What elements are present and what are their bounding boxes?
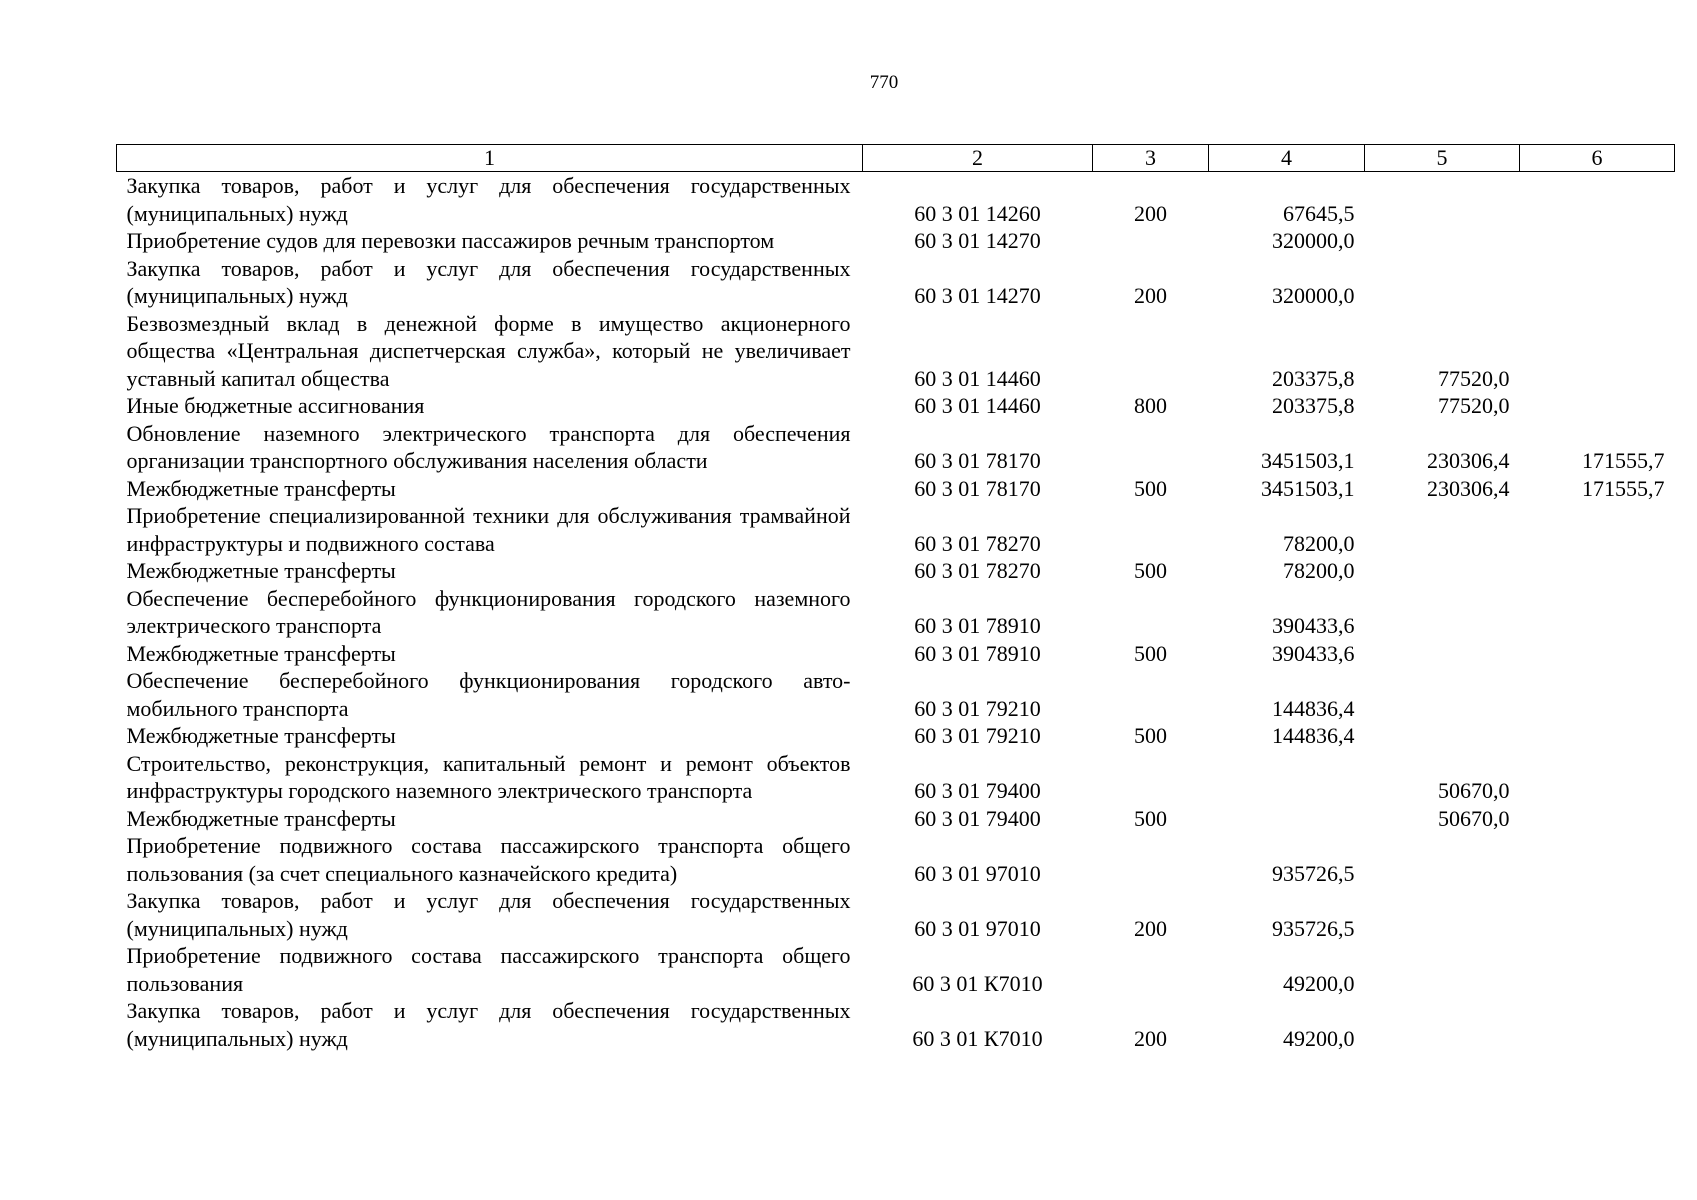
row-code: 60 3 01 14270 <box>914 228 1041 253</box>
row-code: 60 3 01 79210 <box>914 695 1041 721</box>
row-expense-type: 500 <box>1134 723 1167 748</box>
table-row <box>117 942 1675 997</box>
row-name: Обеспечение бесперебойного функционирования городского автомобильного транспорта <box>126 668 851 721</box>
row-name: Обеспечение бесперебойного функционирования городского наземного электрического транспорта <box>126 585 851 638</box>
row-expense-type <box>1093 502 1209 557</box>
row-value-col5 <box>1365 887 1520 942</box>
row-expense-type <box>1093 942 1209 997</box>
row-value-col6 <box>1520 805 1675 833</box>
table-row <box>117 255 1675 310</box>
row-code: 60 3 01 78170 <box>914 448 1041 473</box>
column-header-1: 1 <box>117 145 863 172</box>
row-value-col4: 320000,0 <box>1272 228 1355 253</box>
row-value-col4: 78200,0 <box>1283 558 1355 583</box>
row-value-col4: 390433,6 <box>1272 613 1355 638</box>
row-name: Закупка товаров, работ и услуг для обеспечения государственных (муниципальных) нужд <box>126 888 851 941</box>
table-header <box>117 145 1675 172</box>
row-name: Приобретение судов для перевозки пассажиров речным транспортом <box>126 228 775 253</box>
row-value-col6 <box>1520 557 1675 585</box>
row-value-col4 <box>1209 750 1365 805</box>
row-expense-type <box>1093 310 1209 393</box>
table-row <box>117 997 1675 1052</box>
row-code: 60 3 01 97010 <box>914 915 1041 941</box>
row-expense-type <box>1093 667 1209 722</box>
row-value-col5 <box>1365 722 1520 750</box>
row-value-col4: 3451503,1 <box>1261 448 1355 473</box>
row-code: 60 3 01 78910 <box>914 640 1041 666</box>
table-row <box>117 832 1675 887</box>
row-name: Межбюджетные трансферты <box>126 640 396 666</box>
row-expense-type <box>1093 420 1209 475</box>
table-row <box>117 420 1675 475</box>
row-value-col4: 78200,0 <box>1283 530 1355 556</box>
row-code: 60 3 01 79400 <box>914 805 1041 831</box>
row-value-col4: 390433,6 <box>1272 640 1355 666</box>
row-value-col4: 935726,5 <box>1272 915 1355 941</box>
column-header-3: 3 <box>1093 145 1209 172</box>
row-code: 60 3 01 78270 <box>914 530 1041 556</box>
row-value-col6: 171555,7 <box>1582 448 1665 473</box>
column-header-5: 5 <box>1365 145 1520 172</box>
table-row <box>117 750 1675 805</box>
row-value-col6 <box>1520 640 1675 668</box>
row-expense-type: 800 <box>1134 393 1167 418</box>
row-value-col5: 230306,4 <box>1427 448 1510 473</box>
table-row <box>117 502 1675 557</box>
page-number: 770 <box>869 72 899 93</box>
row-value-col4 <box>1209 805 1365 833</box>
table-row <box>117 667 1675 722</box>
row-expense-type: 200 <box>1134 915 1167 941</box>
table-row <box>117 475 1675 503</box>
row-value-col6 <box>1520 172 1675 228</box>
row-value-col4: 203375,8 <box>1272 393 1355 418</box>
row-expense-type <box>1093 585 1209 640</box>
row-value-col5 <box>1365 832 1520 887</box>
row-expense-type: 500 <box>1134 640 1167 666</box>
row-value-col5 <box>1365 255 1520 310</box>
table-row <box>117 722 1675 750</box>
table-row <box>117 557 1675 585</box>
row-value-col6 <box>1520 887 1675 942</box>
row-value-col6 <box>1520 942 1675 997</box>
table-row <box>117 392 1675 420</box>
row-value-col6 <box>1520 502 1675 557</box>
row-name: Приобретение подвижного состава пассажирского транспорта общего пользования <box>126 943 851 996</box>
row-code: 60 3 01 97010 <box>914 860 1041 886</box>
row-name: Межбюджетные трансферты <box>126 558 396 583</box>
row-name: Иные бюджетные ассигнования <box>126 393 425 418</box>
table-row <box>117 887 1675 942</box>
row-value-col6 <box>1520 392 1675 420</box>
row-code: 60 3 01 79400 <box>914 778 1041 803</box>
row-value-col6 <box>1520 667 1675 722</box>
row-name: Приобретение специализированной техники для обслуживания трамвайной инфраструктуры и подвижного состава <box>126 503 851 556</box>
row-value-col4: 935726,5 <box>1272 860 1355 886</box>
header-row <box>117 145 1675 172</box>
row-value-col6: 171555,7 <box>1582 475 1665 501</box>
row-code: 60 3 01 79210 <box>914 723 1041 748</box>
row-value-col5 <box>1365 557 1520 585</box>
row-value-col4: 144836,4 <box>1272 723 1355 748</box>
row-name: Обновление наземного электрического транспорта для обеспечения организации транспортного обслуживания населения области <box>126 420 851 473</box>
table-row <box>117 172 1675 228</box>
row-name: Безвозмездный вклад в денежной форме в имущество акционерного общества «Центральная диспетчерская служба», который не увеличивает уставный капитал общества <box>126 310 851 391</box>
table-body <box>117 172 1675 1053</box>
row-value-col6 <box>1520 255 1675 310</box>
row-code: 60 3 01 78170 <box>914 475 1041 501</box>
column-header-6: 6 <box>1520 145 1675 172</box>
row-expense-type: 500 <box>1134 805 1167 831</box>
row-name: Закупка товаров, работ и услуг для обеспечения государственных (муниципальных) нужд <box>126 173 851 226</box>
row-value-col5 <box>1365 585 1520 640</box>
row-name: Межбюджетные трансферты <box>126 805 396 831</box>
row-value-col5: 77520,0 <box>1438 393 1510 418</box>
row-value-col5 <box>1365 942 1520 997</box>
row-code: 60 3 01 78270 <box>914 558 1041 583</box>
row-name: Межбюджетные трансферты <box>126 475 396 501</box>
table-row <box>117 310 1675 393</box>
row-value-col5 <box>1365 997 1520 1052</box>
row-value-col4: 144836,4 <box>1272 695 1355 721</box>
table-row <box>117 227 1675 255</box>
row-value-col5 <box>1365 227 1520 255</box>
row-name: Приобретение подвижного состава пассажирского транспорта общего пользования (за счет специального казначейского кредита) <box>126 833 851 886</box>
row-value-col5: 50670,0 <box>1438 805 1510 831</box>
row-value-col5 <box>1365 172 1520 228</box>
row-expense-type <box>1093 227 1209 255</box>
row-value-col5 <box>1365 640 1520 668</box>
row-value-col4: 67645,5 <box>1283 200 1355 226</box>
row-value-col6 <box>1520 585 1675 640</box>
row-name: Закупка товаров, работ и услуг для обеспечения государственных (муниципальных) нужд <box>126 255 851 308</box>
row-name: Межбюджетные трансферты <box>126 723 396 748</box>
row-name: Строительство, реконструкция, капитальный ремонт и ремонт объектов инфраструктуры городского наземного электрического транспорта <box>126 750 851 803</box>
row-code: 60 3 01 К7010 <box>912 1025 1043 1051</box>
row-value-col4: 320000,0 <box>1272 283 1355 308</box>
row-code: 60 3 01 78910 <box>914 613 1041 638</box>
row-code: 60 3 01 14260 <box>914 200 1041 226</box>
row-value-col6 <box>1520 832 1675 887</box>
row-value-col6 <box>1520 310 1675 393</box>
row-value-col4: 49200,0 <box>1283 970 1355 996</box>
row-expense-type <box>1093 832 1209 887</box>
row-code: 60 3 01 14270 <box>914 283 1041 308</box>
table-row <box>117 640 1675 668</box>
table-row <box>117 805 1675 833</box>
row-value-col6 <box>1520 997 1675 1052</box>
row-code: 60 3 01 14460 <box>914 393 1041 418</box>
row-name: Закупка товаров, работ и услуг для обеспечения государственных (муниципальных) нужд <box>126 998 851 1051</box>
row-code: 60 3 01 К7010 <box>912 970 1043 996</box>
row-expense-type: 500 <box>1134 558 1167 583</box>
row-value-col5: 77520,0 <box>1438 365 1510 391</box>
row-value-col4: 3451503,1 <box>1261 475 1355 501</box>
row-value-col5: 230306,4 <box>1427 475 1510 501</box>
row-expense-type: 500 <box>1134 475 1167 501</box>
row-value-col5 <box>1365 667 1520 722</box>
table-row <box>117 585 1675 640</box>
row-value-col6 <box>1520 750 1675 805</box>
row-value-col4: 49200,0 <box>1283 1025 1355 1051</box>
row-expense-type: 200 <box>1134 1025 1167 1051</box>
row-value-col4: 203375,8 <box>1272 365 1355 391</box>
row-expense-type <box>1093 750 1209 805</box>
row-expense-type: 200 <box>1134 200 1167 226</box>
row-value-col5 <box>1365 502 1520 557</box>
row-expense-type: 200 <box>1134 283 1167 308</box>
row-code: 60 3 01 14460 <box>914 365 1041 391</box>
column-header-4: 4 <box>1209 145 1365 172</box>
budget-table <box>116 144 1675 1052</box>
column-header-2: 2 <box>863 145 1093 172</box>
row-value-col5: 50670,0 <box>1438 778 1510 803</box>
row-value-col6 <box>1520 227 1675 255</box>
row-value-col6 <box>1520 722 1675 750</box>
